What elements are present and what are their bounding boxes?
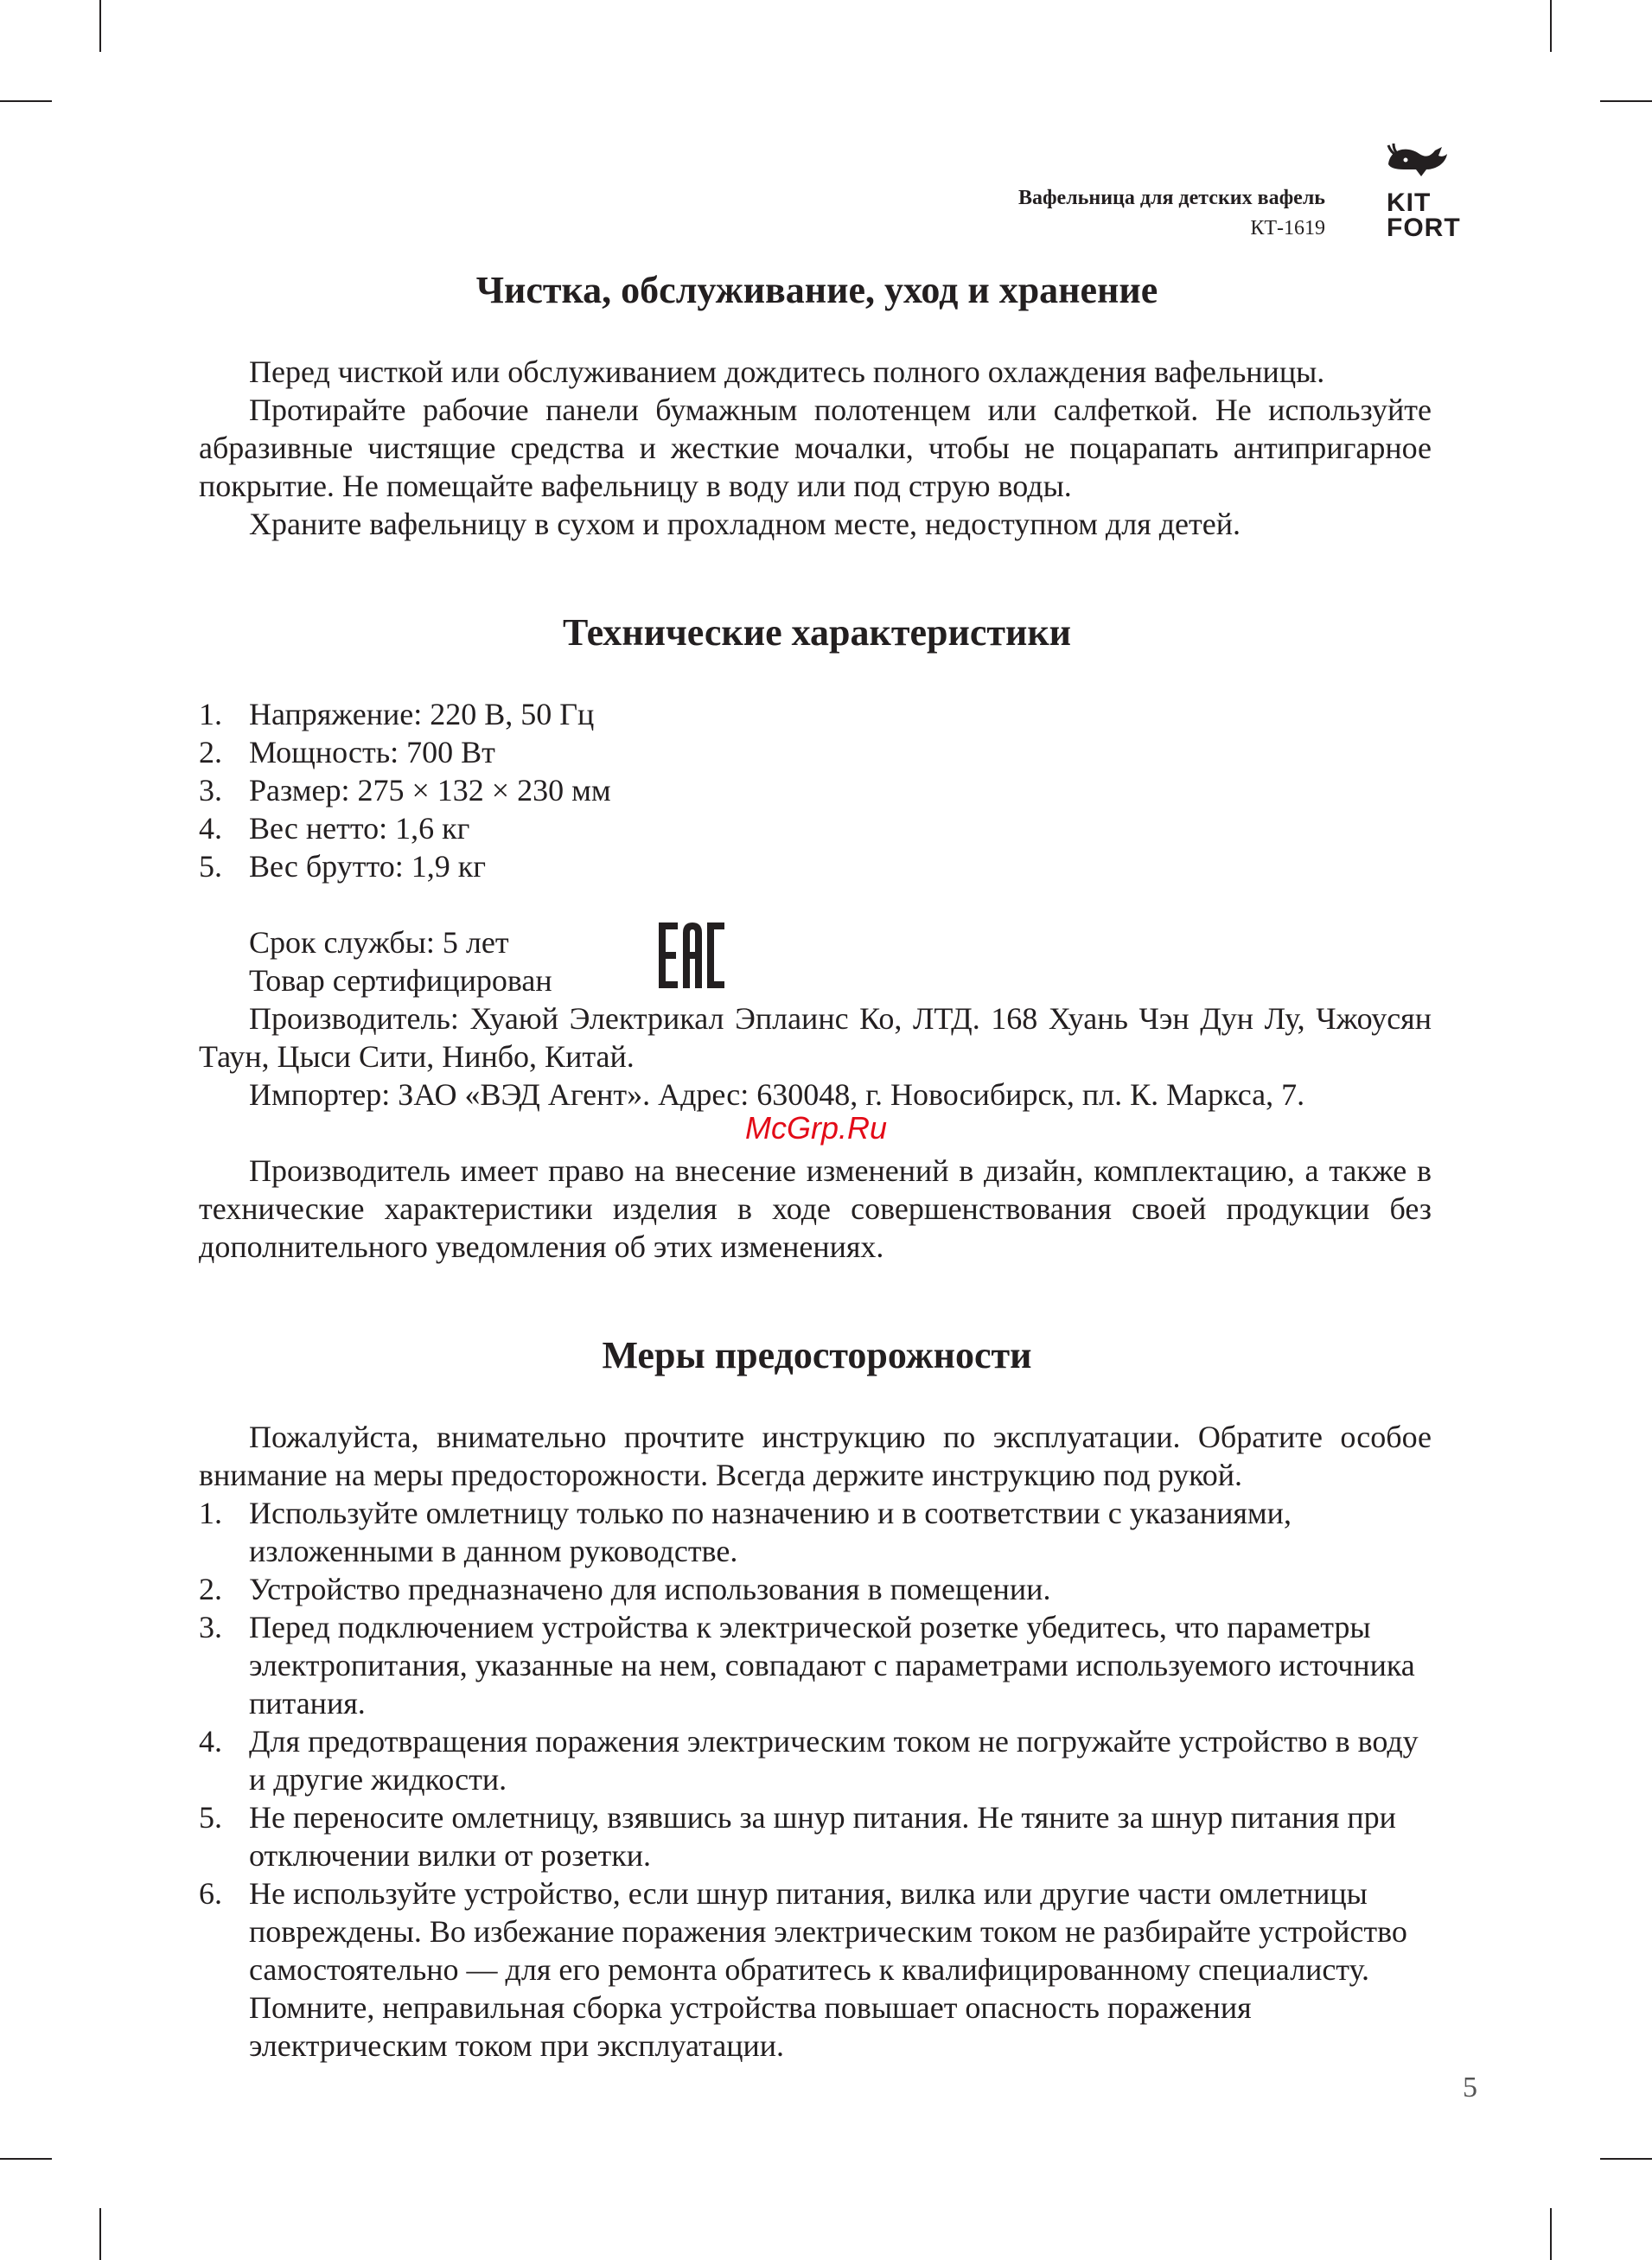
list-item-text: Перед подключением устройства к электрической розетке убедитесь, что параметры электропитания, указанные на нем, совпадают с параметрами используемого источника питания. [249, 1610, 1415, 1721]
list-item [199, 1874, 1432, 2065]
precautions-title: Меры предосторожности [602, 1334, 1032, 1376]
specs-info [199, 923, 1432, 1114]
list-item [199, 1494, 1432, 1570]
list-item-text: Вес нетто: 1,6 кг [249, 811, 470, 846]
cleaning-text [199, 353, 1432, 543]
list-item [199, 695, 1432, 733]
list-item [199, 1570, 1432, 1608]
crop-mark [1600, 2158, 1652, 2160]
list-item-text: Устройство предназначено для использования в помещении. [249, 1572, 1051, 1606]
changes-notice-block [199, 1152, 1432, 1266]
eac-mark-icon [657, 921, 726, 990]
running-header [1018, 183, 1325, 244]
list-item-text: Для предотвращения поражения электрическим током не погружайте устройство в воду и другие жидкости. [249, 1724, 1419, 1797]
list-item-text: Не переносите омлетницу, взявшись за шнур питания. Не тяните за шнур питания при отключении вилки от розетки. [249, 1800, 1396, 1873]
precautions-list [199, 1494, 1432, 2065]
list-item-number: 5. [199, 1800, 222, 1835]
crop-mark [1600, 100, 1652, 102]
list-item [199, 847, 1432, 885]
list-item-number: 3. [199, 773, 222, 808]
list-item [199, 771, 1432, 809]
list-item [199, 1798, 1432, 1874]
list-item-text: Используйте омлетницу только по назначению и в соответствии с указаниями, изложенными в данном руководстве. [249, 1496, 1292, 1568]
list-item-number: 1. [199, 697, 222, 731]
list-item [199, 733, 1432, 771]
watermark: McGrp.Ru [745, 1110, 888, 1146]
cleaning-title: Чистка, обслуживание, уход и хранение [475, 269, 1158, 311]
importer-info: Импортер: ЗАО «ВЭД Агент». Адрес: 630048, г. Новосибирск, пл. К. Маркса, 7. [249, 1077, 1305, 1112]
crop-mark [0, 2158, 52, 2160]
changes-notice: Производитель имеет право на внесение изменений в дизайн, комплектацию, а также в технические характеристики изделия в ходе совершенствования своей продукции без дополнительного уведомления об этих изменениях. [199, 1153, 1432, 1264]
list-item-number: 2. [199, 735, 222, 769]
cleaning-paragraph: Перед чисткой или обслуживанием дождитесь полного охлаждения вафельницы. [249, 354, 1325, 389]
whale-icon [1381, 138, 1451, 188]
specs-list [199, 695, 1432, 885]
crop-mark [1550, 2208, 1552, 2260]
logo-text-kit: KIT [1387, 188, 1432, 217]
list-item-text: Напряжение: 220 В, 50 Гц [249, 697, 595, 731]
list-item-number: 6. [199, 1876, 222, 1911]
list-item [199, 809, 1432, 847]
list-item-number: 3. [199, 1610, 222, 1644]
crop-mark [0, 100, 52, 102]
list-item-number: 2. [199, 1572, 222, 1606]
list-item-number: 4. [199, 811, 222, 846]
certified-note: Товар сертифицирован [249, 963, 552, 998]
list-item-text: Размер: 275 × 132 × 230 мм [249, 773, 611, 808]
crop-mark [1550, 0, 1552, 52]
header-model: КТ-1619 [1250, 217, 1325, 239]
precautions-intro: Пожалуйста, внимательно прочтите инструкцию по эксплуатации. Обратите особое внимание на меры предосторожности. Всегда держите инструкцию под рукой. [199, 1420, 1432, 1492]
cleaning-paragraph: Протирайте рабочие панели бумажным полотенцем или салфеткой. Не используйте абразивные чистящие средства и жесткие мочалки, чтобы не поцарапать антипригарное покрытие. Не помещайте вафельницу в воду или под струю воды. [199, 393, 1432, 503]
service-life: Срок службы: 5 лет [249, 925, 509, 960]
logo-text-fort: FORT [1387, 214, 1461, 242]
kitfort-logo [1381, 138, 1464, 242]
specs-title: Технические характеристики [562, 611, 1072, 654]
list-item [199, 1608, 1432, 1722]
list-item-text: Мощность: 700 Вт [249, 735, 495, 769]
list-item-text: Не используйте устройство, если шнур питания, вилка или другие части омлетницы повреждены. Во избежание поражения электрическим током не разбирайте устройство самостоятельно — для его ремонта обратитесь к квалифицированному специалисту. Помните, неправильная сборка устройства повышает опасность поражения электрическим током при эксплуатации. [249, 1876, 1407, 2063]
manufacturer-info: Производитель: Хуаюй Электрикал Эплаинс Ко, ЛТД. 168 Хуань Чэн Дун Лу, Чжоусян Таун, Цыси Сити, Нинбо, Китай. [199, 1001, 1432, 1074]
crop-mark [99, 2208, 101, 2260]
list-item [199, 1722, 1432, 1798]
page-number: 5 [1463, 2072, 1477, 2104]
list-item-number: 5. [199, 849, 222, 884]
list-item-number: 4. [199, 1724, 222, 1759]
header-product-name: Вафельница для детских вафель [1017, 187, 1325, 209]
crop-mark [99, 0, 101, 52]
list-item-number: 1. [199, 1496, 222, 1530]
list-item-text: Вес брутто: 1,9 кг [249, 849, 486, 884]
precautions-intro-block [199, 1418, 1432, 1494]
cleaning-paragraph: Храните вафельницу в сухом и прохладном месте, недоступном для детей. [249, 507, 1241, 541]
